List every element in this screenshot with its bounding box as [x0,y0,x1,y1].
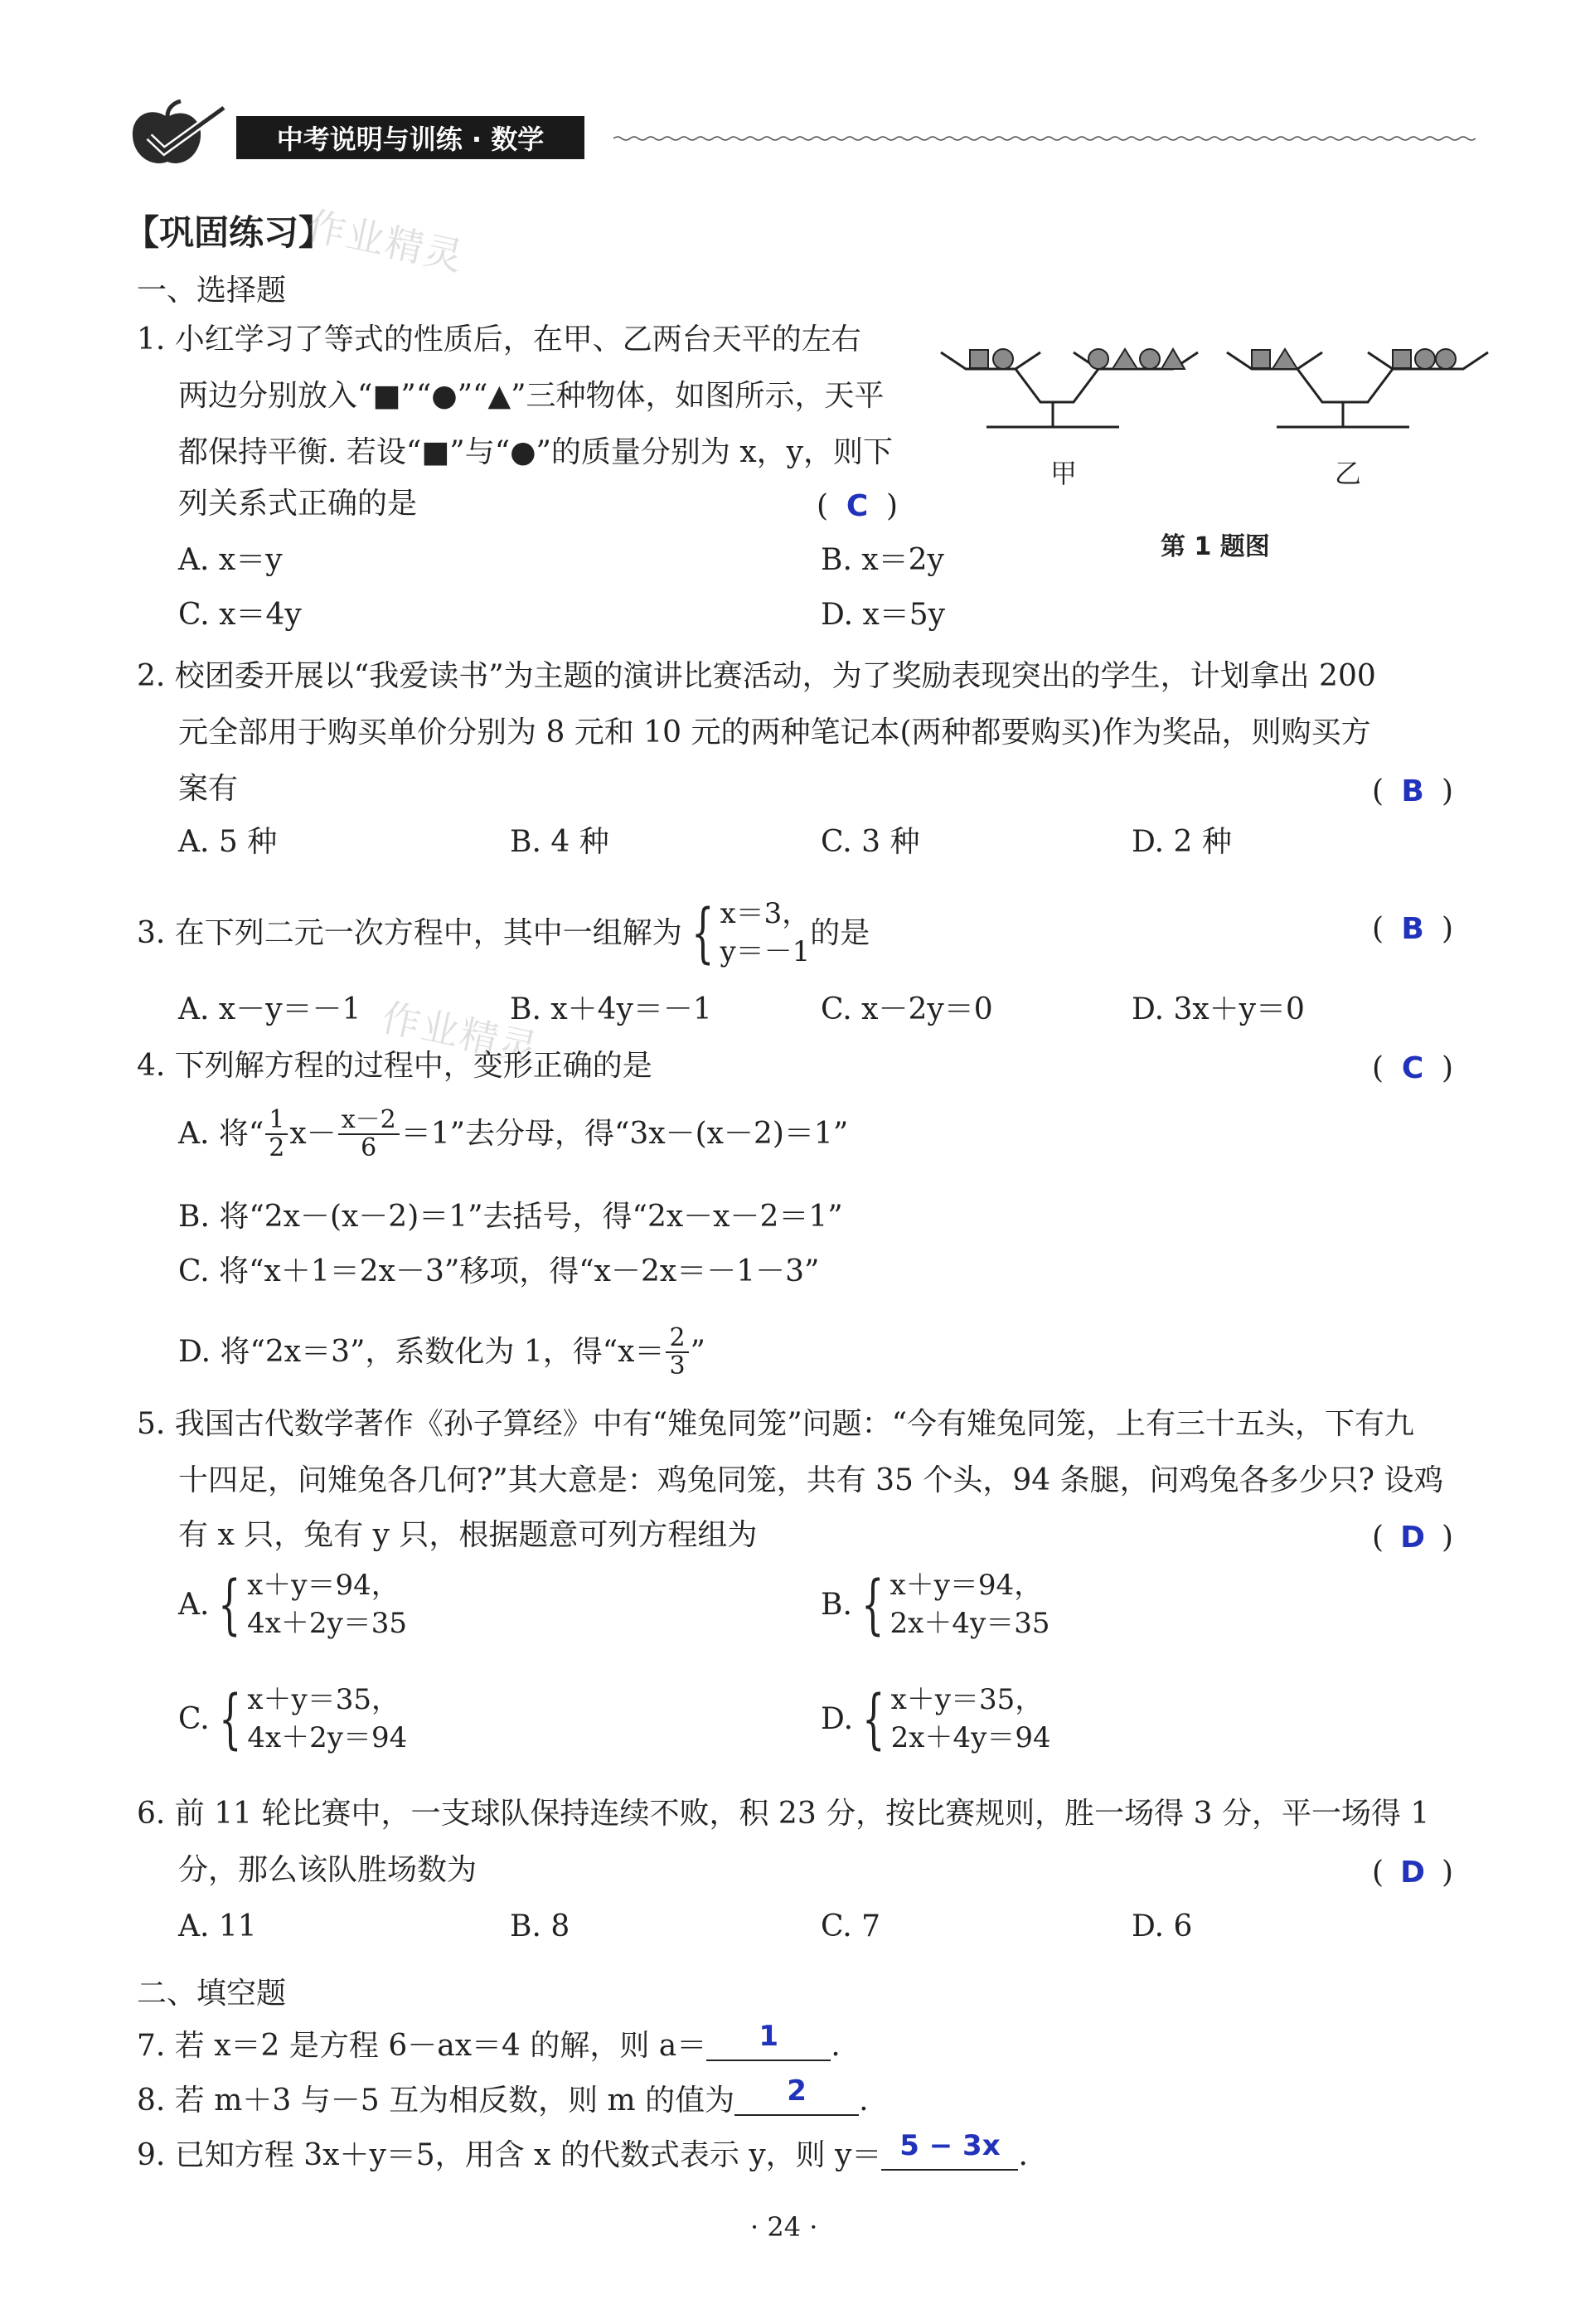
q3-stem [137,895,870,972]
q1-line: 都保持平衡. 若设“■”与“●”的质量分别为 x，y，则下 [178,435,894,469]
q6-option-b: B. 8 [510,1909,570,1943]
q3-sys-row: y＝－1 [720,934,811,968]
q5-line: 十四足，问雉兔各几何?”其大意是：鸡兔同笼，共有 35 个头，94 条腿，问鸡兔各多少只? 设鸡 [178,1463,1444,1497]
q2-option-d: D. 2 种 [1132,825,1232,859]
brace-icon: { [218,1567,241,1642]
part2-title: 二、填空题 [137,1977,287,2011]
header-badge: 中考说明与训练 · 数学 [236,116,584,159]
equation-system [209,1567,407,1643]
sys-row: 2x＋4y＝35 [890,1606,1050,1640]
equation-system [210,1681,408,1758]
q6-line: 分，那么该队胜场数为 [178,1853,477,1887]
q8-answer: 2 [787,2074,807,2108]
q4-d-text: D. 将“2x＝3”，系数化为 1，得“x＝ [178,1334,665,1369]
q3-answer-slot: ( B ) [1372,912,1454,946]
q5-answer-slot: ( D ) [1372,1521,1454,1555]
section-title: 【巩固练习】 [124,212,334,253]
sys-row: 4x＋2y＝35 [247,1606,408,1640]
brace-icon: { [691,895,715,971]
header-wave-divider [613,135,1476,142]
sys-row: x＋y＝94， [247,1569,400,1602]
q5-option-c [178,1681,407,1758]
q4-option-a [178,1107,848,1161]
q4-d-text: ” [690,1334,705,1369]
q6-line: 6. 前 11 轮比赛中，一支球队保持连续不败，积 23 分，按比赛规则，胜一场得 3 分，平一场得 1 [137,1797,1430,1831]
apple-check-icon [124,99,232,174]
balance-figure [933,327,1496,493]
q2-option-a: A. 5 种 [178,825,278,859]
q9-text: 9. 已知方程 3x＋y＝5，用含 x 的代数式表示 y，则 y＝ [137,2138,882,2172]
fraction [666,1325,688,1379]
q6-answer-slot: ( D ) [1372,1856,1454,1890]
q4-answer: C [1401,1051,1424,1085]
equation-system [852,1567,1050,1643]
q1-answer-slot: ( C ) [817,489,899,523]
q7 [137,2020,841,2063]
q6-option-a: A. 11 [178,1909,257,1943]
option-label: A. [178,1587,210,1622]
q3-option-d: D. 3x＋y＝0 [1132,992,1305,1026]
q5-line: 5. 我国古代数学著作《孙子算经》中有“雉兔同笼”问题：“今有雉兔同笼，上有三十五头，下有九 [137,1407,1415,1441]
fraction [265,1107,288,1161]
figure-label-yi: 乙 [1335,458,1362,489]
frac-num: x－2 [338,1107,400,1135]
brace-icon: { [861,1567,885,1642]
q7-text: 7. 若 x＝2 是方程 6－ax＝4 的解，则 a＝ [137,2029,707,2063]
part1-title: 一、选择题 [137,274,287,308]
q7-answer: 1 [759,2020,779,2053]
frac-num: 2 [666,1325,688,1353]
q2-answer-slot: ( B ) [1372,774,1454,808]
watermark: 作业精灵 [303,202,468,280]
q1-option-d: D. x＝5y [821,598,946,632]
frac-den: 3 [669,1351,686,1380]
watermark: 作业精灵 [377,994,543,1072]
q9 [137,2129,1028,2172]
q1-line: 两边分别放入“■”“●”“▲”三种物体，如图所示，天平 [178,379,885,413]
option-label: D. [821,1701,854,1736]
q7-text: . [831,2029,841,2063]
q4-option-c: C. 将“x＋1＝2x－3”移项，得“x－2x＝－1－3” [178,1254,820,1288]
sys-row: 2x＋4y＝94 [890,1720,1051,1754]
q1-option-c: C. x＝4y [178,598,302,632]
q3-prefix: 3. 在下列二元一次方程中，其中一组解为 [137,915,682,950]
q3-answer: B [1401,912,1424,946]
q2-line: 案有 [178,772,239,806]
q2-option-b: B. 4 种 [510,825,609,859]
sys-row: x＋y＝35， [890,1683,1044,1716]
q5-option-b [821,1567,1049,1643]
q1-option-a: A. x＝y [178,543,283,577]
page-number: · 24 · [750,2211,818,2243]
option-label: B. [821,1587,852,1622]
q3-suffix: 的是 [810,915,870,950]
q2-option-c: C. 3 种 [821,825,920,859]
figure-caption: 第 1 题图 [1161,532,1270,561]
q9-answer: 5 − 3x [899,2129,1001,2162]
q4-option-d [178,1325,705,1379]
brace-icon: { [862,1681,885,1757]
frac-den: 2 [269,1133,285,1162]
option-label: C. [178,1701,210,1736]
q1-line: 1. 小红学习了等式的性质后，在甲、乙两台天平的左右 [137,323,861,357]
q9-blank [881,2129,1018,2171]
q1-line: 列关系式正确的是 [178,487,418,521]
q3-option-b: B. x＋4y＝－1 [510,992,712,1026]
brace-icon: { [218,1681,242,1757]
q6-answer: D [1400,1856,1425,1890]
q2-line: 元全部用于购买单价分别为 8 元和 10 元的两种笔记本(两种都要购买)作为奖品，则购买方 [178,716,1371,750]
q2-answer: B [1401,774,1424,808]
q3-option-a: A. x－y＝－1 [178,992,361,1026]
equation-system [853,1681,1051,1758]
q1-option-b: B. x＝2y [821,543,944,577]
frac-num: 1 [265,1107,288,1135]
q4-a-text: x－ [289,1116,337,1151]
q5-option-d [821,1681,1051,1758]
sys-row: x＋y＝94， [890,1569,1043,1602]
q8-text: 8. 若 m＋3 与－5 互为相反数，则 m 的值为 [137,2084,735,2118]
sys-row: 4x＋2y＝94 [247,1720,408,1754]
q4-stem: 4. 下列解方程的过程中，变形正确的是 [137,1049,652,1083]
q3-option-c: C. x－2y＝0 [821,992,993,1026]
q1-answer: C [846,489,869,523]
q7-blank [706,2020,831,2061]
figure-label-jia: 甲 [1050,458,1078,489]
q2-line: 2. 校团委开展以“我爱读书”为主题的演讲比赛活动，为了奖励表现突出的学生，计划拿出 200 [137,659,1376,693]
q5-option-a [178,1567,407,1643]
q4-a-text: ＝1”去分母，得“3x－(x－2)＝1” [400,1116,849,1151]
frac-den: 6 [361,1133,377,1162]
q8-blank [734,2074,859,2116]
sys-row: x＋y＝35， [247,1683,400,1716]
q3-system [682,895,810,972]
q5-line: 有 x 只，兔有 y 只，根据题意可列方程组为 [178,1518,758,1552]
q5-answer: D [1400,1521,1425,1555]
fraction [338,1107,400,1161]
q8-text: . [859,2084,869,2118]
q9-text: . [1018,2138,1028,2172]
q4-answer-slot: ( C ) [1372,1051,1454,1085]
q4-option-b: B. 将“2x－(x－2)＝1”去括号，得“2x－x－2＝1” [178,1200,843,1234]
q8 [137,2074,869,2118]
q4-a-text: A. 将“ [178,1116,264,1151]
q6-option-c: C. 7 [821,1909,881,1943]
q6-option-d: D. 6 [1132,1909,1193,1943]
q3-sys-row: x＝3， [720,897,811,930]
